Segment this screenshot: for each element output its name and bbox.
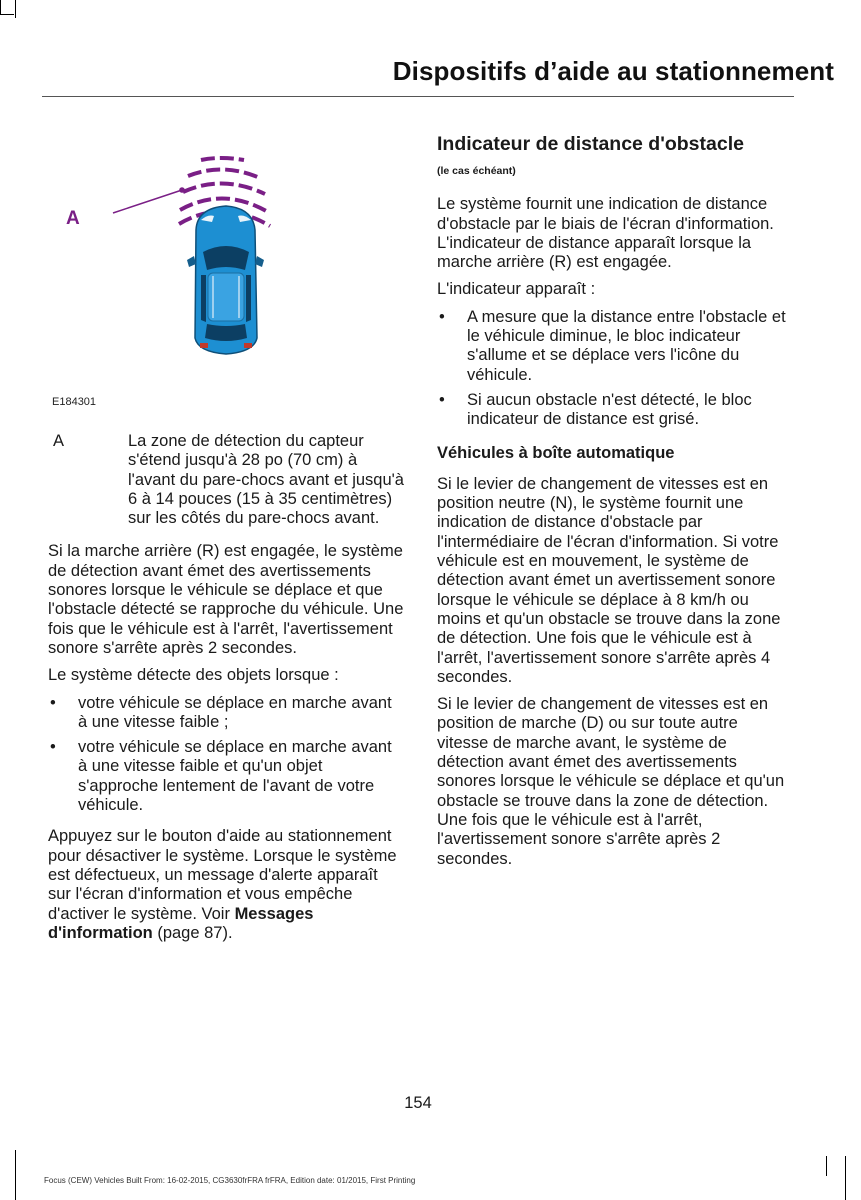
legend-key: A <box>53 432 65 450</box>
bullet-icon: • <box>439 390 445 409</box>
crop-mark <box>826 1156 827 1176</box>
list-item <box>48 694 404 733</box>
callout-label: A <box>66 208 80 229</box>
figure-code: E184301 <box>52 396 97 408</box>
list-item-text: votre véhicule se déplace en marche avant à une vitesse faible ; <box>78 693 392 731</box>
list-item <box>437 308 792 385</box>
callout-line <box>113 190 182 213</box>
tail-light-right <box>244 343 252 348</box>
left-column <box>48 432 404 951</box>
paragraph: Si la marche arrière (R) est engagée, le système de détection avant émet des avertissements sonores lorsque le véhicule se déplace et que l'obstacle détecté se rapproche du véhicule. Une fois que le véhicule est à l'arrêt, l'avertissement sonore s'arrête après 2 secondes. <box>48 542 404 657</box>
paragraph: Si le levier de changement de vitesses est en position neutre (N), le système fournit une indication de distance d'obstacle par l'intermédiaire de l'écran d'information. Si votre véhicule est en mouvement, le système de détection avant émet un avertissement sonore lorsque le véhicule se déplace à 8 km/h ou moins et qu'un obstacle se trouve dans la zone de détection. Une fois que le véhicule est à l'arrêt, l'avertissement sonore s'arrête après 4 secondes. <box>437 474 781 686</box>
page-reference: (page 87). <box>152 923 233 942</box>
paragraph: Le système détecte des objets lorsque : <box>48 666 339 685</box>
section-heading: Indicateur de distance d'obstacle <box>437 133 744 155</box>
car-top-view-illustration <box>48 140 408 420</box>
bullet-icon: • <box>50 693 56 712</box>
crop-mark <box>0 0 1 14</box>
legend-text: La zone de détection du capteur s'étend jusqu'à 28 po (70 cm) à l'avant du pare-chocs avant et jusqu'à 6 à 14 pouces (15 à 35 centimètres) sur les côtés du pare-chocs avant. <box>128 432 404 528</box>
parking-sensor-figure <box>48 140 408 420</box>
rear-window <box>205 324 247 341</box>
callout-dot <box>179 187 185 193</box>
page-number: 154 <box>404 1094 432 1112</box>
list-item-text: A mesure que la distance entre l'obstacle et le véhicule diminue, le bloc indicateur s'allume et se déplace vers l'icône du véhicule. <box>467 307 786 384</box>
right-column <box>437 132 792 877</box>
paragraph: L'indicateur apparaît : <box>437 280 596 299</box>
list-item-text: Si aucun obstacle n'est détecté, le bloc indicateur de distance est grisé. <box>467 390 752 429</box>
list-item <box>48 738 404 815</box>
bullet-icon: • <box>50 738 56 757</box>
paragraph <box>48 827 404 943</box>
paragraph: Si le levier de changement de vitesses est en position de marche (D) ou sur toute autre vitesse de marche avant, le système de détection avant émet des avertissements sonores lorsque le véhicule se déplace et qu'un obstacle se trouve dans la zone de détection. Une fois que le véhicule est à l'arrêt, l'avertissement sonore s'arrête après 2 secondes. <box>437 695 785 868</box>
crop-mark <box>15 1150 16 1200</box>
section-note: (le cas échéant) <box>437 165 516 177</box>
right-window <box>246 275 251 322</box>
page-title: Dispositifs d’aide au stationnement <box>392 56 834 86</box>
bullet-icon: • <box>439 307 445 326</box>
title-divider <box>42 96 794 97</box>
cross-reference-link[interactable]: Messages d'information <box>48 904 314 942</box>
crop-mark <box>15 0 16 18</box>
tail-light-left <box>200 343 208 348</box>
left-mirror <box>187 256 196 267</box>
subsection-heading: Véhicules à boîte automatique <box>437 443 675 462</box>
windshield <box>203 246 249 270</box>
list-item <box>437 391 792 430</box>
list-item-text: votre véhicule se déplace en marche avant à une vitesse faible et qu'un objet s'approche lentement de l'avant de votre véhicule. <box>78 738 392 815</box>
crop-mark <box>0 14 14 15</box>
paragraph-text: Appuyez sur le bouton d'aide au stationnement pour désactiver le système. Lorsque le système est défectueux, un message d'alerte apparaît sur l'écran d'information et vous empêche d'activer le système. Voir <box>48 827 397 923</box>
figure-legend <box>48 432 404 528</box>
left-window <box>201 275 206 322</box>
paragraph: Le système fournit une indication de distance d'obstacle par le biais de l'écran d'information. L'indicateur de distance apparaît lorsque la marche arrière (R) est engagée. <box>437 195 774 272</box>
crop-mark <box>845 1156 846 1200</box>
footer-text: Focus (CEW) Vehicles Built From: 16-02-2015, CG3630frFRA frFRA, Edition date: 01/2015, First Printing <box>44 1176 416 1185</box>
